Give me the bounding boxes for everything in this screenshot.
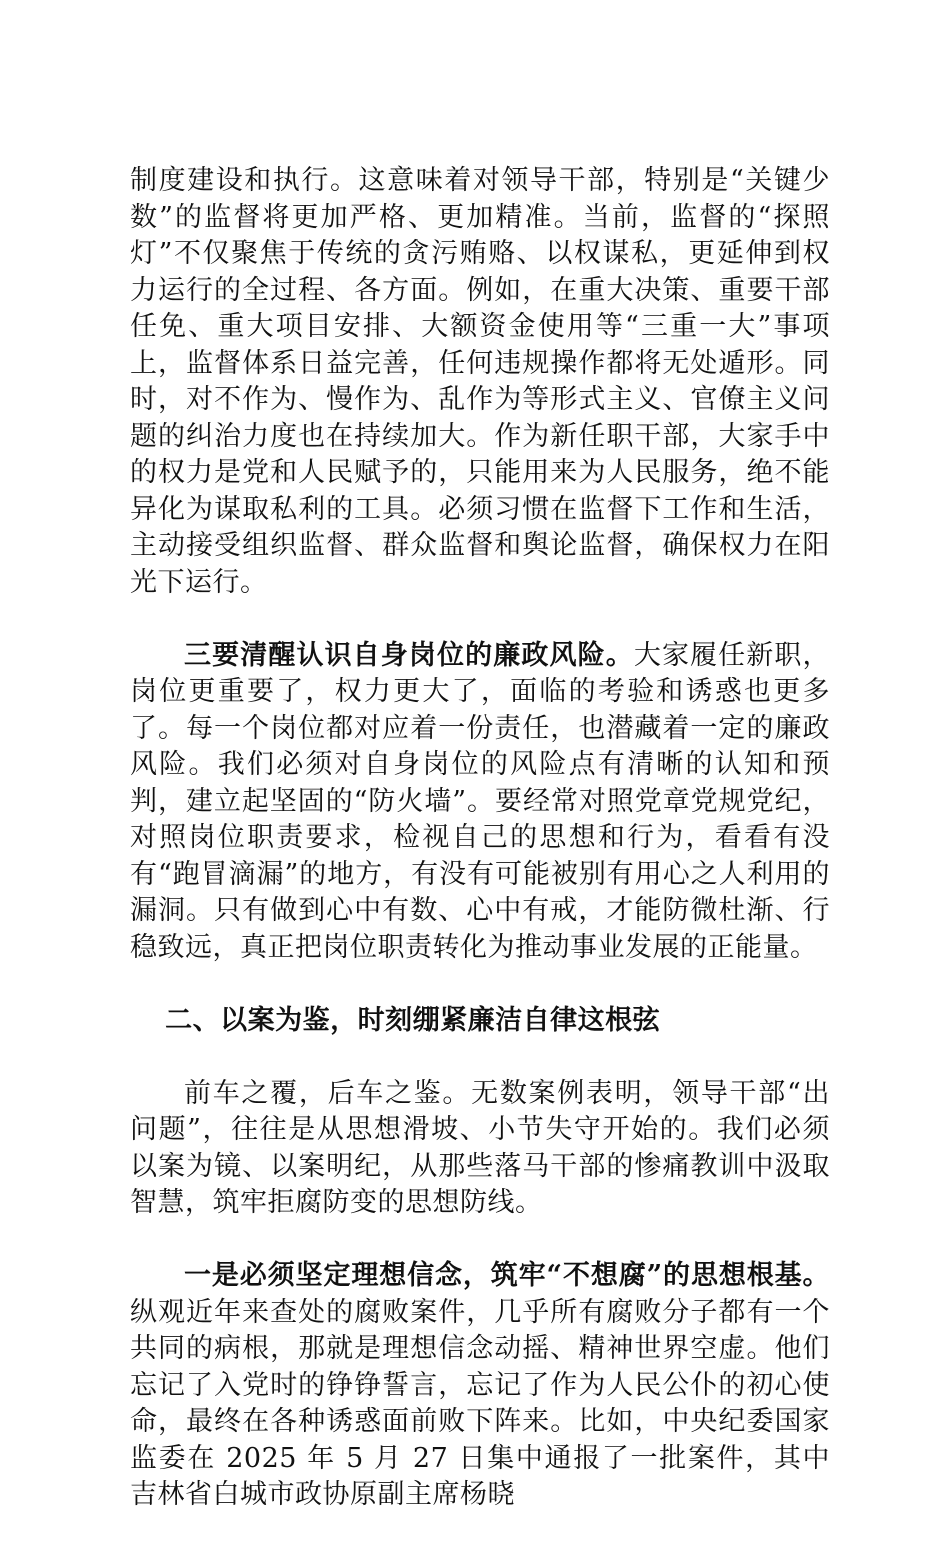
- paragraph-point-one: [130, 1258, 830, 1514]
- document-body: [130, 163, 830, 1550]
- paragraph-intro: [130, 1076, 830, 1222]
- paragraph-text: 前车之覆，后车之鉴。无数案例表明，领导干部“出问题”，往往是从思想滑坡、小节失守开始的。我们必须以案为镜、以案明纪，从那些落马干部的惨痛教训中汲取智慧，筑牢拒腐防变的思想防线。: [130, 1077, 830, 1218]
- paragraph-continuation: [130, 163, 830, 601]
- paragraph-point-three: [130, 638, 830, 967]
- paragraph-text: 纵观近年来查处的腐败案件，几乎所有腐败分子都有一个共同的病根，那就是理想信念动摇、精神世界空虚。他们忘记了入党时的铮铮誓言，忘记了作为人民公仆的初心使命，最终在各种诱惑面前败下阵来。比如，中央纪委国家监委在 2025 年 5 月 27 日集中通报了一批案件，其中吉林省白城市政协原副主席杨晓: [130, 1296, 830, 1510]
- paragraph-lead-bold: 三要清醒认识自身岗位的廉政风险。: [184, 639, 634, 671]
- paragraph-lead-bold: 一是必须坚定理想信念，筑牢“不想腐”的思想根基。: [184, 1260, 830, 1291]
- paragraph-text: 大家履任新职，岗位更重要了，权力更大了，面临的考验和诱惑也更多了。每一个岗位都对应着一份责任，也潜藏着一定的廉政风险。我们必须对自身岗位的风险点有清晰的认知和预判，建立起坚固的“防火墙”。要经常对照党章党规党纪，对照岗位职责要求，检视自己的思想和行为，看看有没有“跑冒滴漏”的地方，有没有可能被别有用心之人利用的漏洞。只有做到心中有数、心中有戒，才能防微杜渐、行稳致远，真正把岗位职责转化为推动事业发展的正能量。: [130, 639, 831, 963]
- section-heading: 二、以案为鉴，时刻绷紧廉洁自律这根弦: [165, 1004, 661, 1036]
- paragraph-text: 制度建设和执行。这意味着对领导干部，特别是“关键少数”的监督将更加严格、更加精准。当前，监督的“探照灯”不仅聚焦于传统的贪污贿赂、以权谋私，更延伸到权力运行的全过程、各方面。例如，在重大决策、重要干部任免、重大项目安排、大额资金使用等“三重一大”事项上，监督体系日益完善，任何违规操作都将无处遁形。同时，对不作为、慢作为、乱作为等形式主义、官僚主义问题的纠治力度也在持续加大。作为新任职干部，大家手中的权力是党和人民赋予的，只能用来为人民服务，绝不能异化为谋取私利的工具。必须习惯在监督下工作和生活，主动接受组织监督、群众监督和舆论监督，确保权力在阳光下运行。: [130, 165, 830, 598]
